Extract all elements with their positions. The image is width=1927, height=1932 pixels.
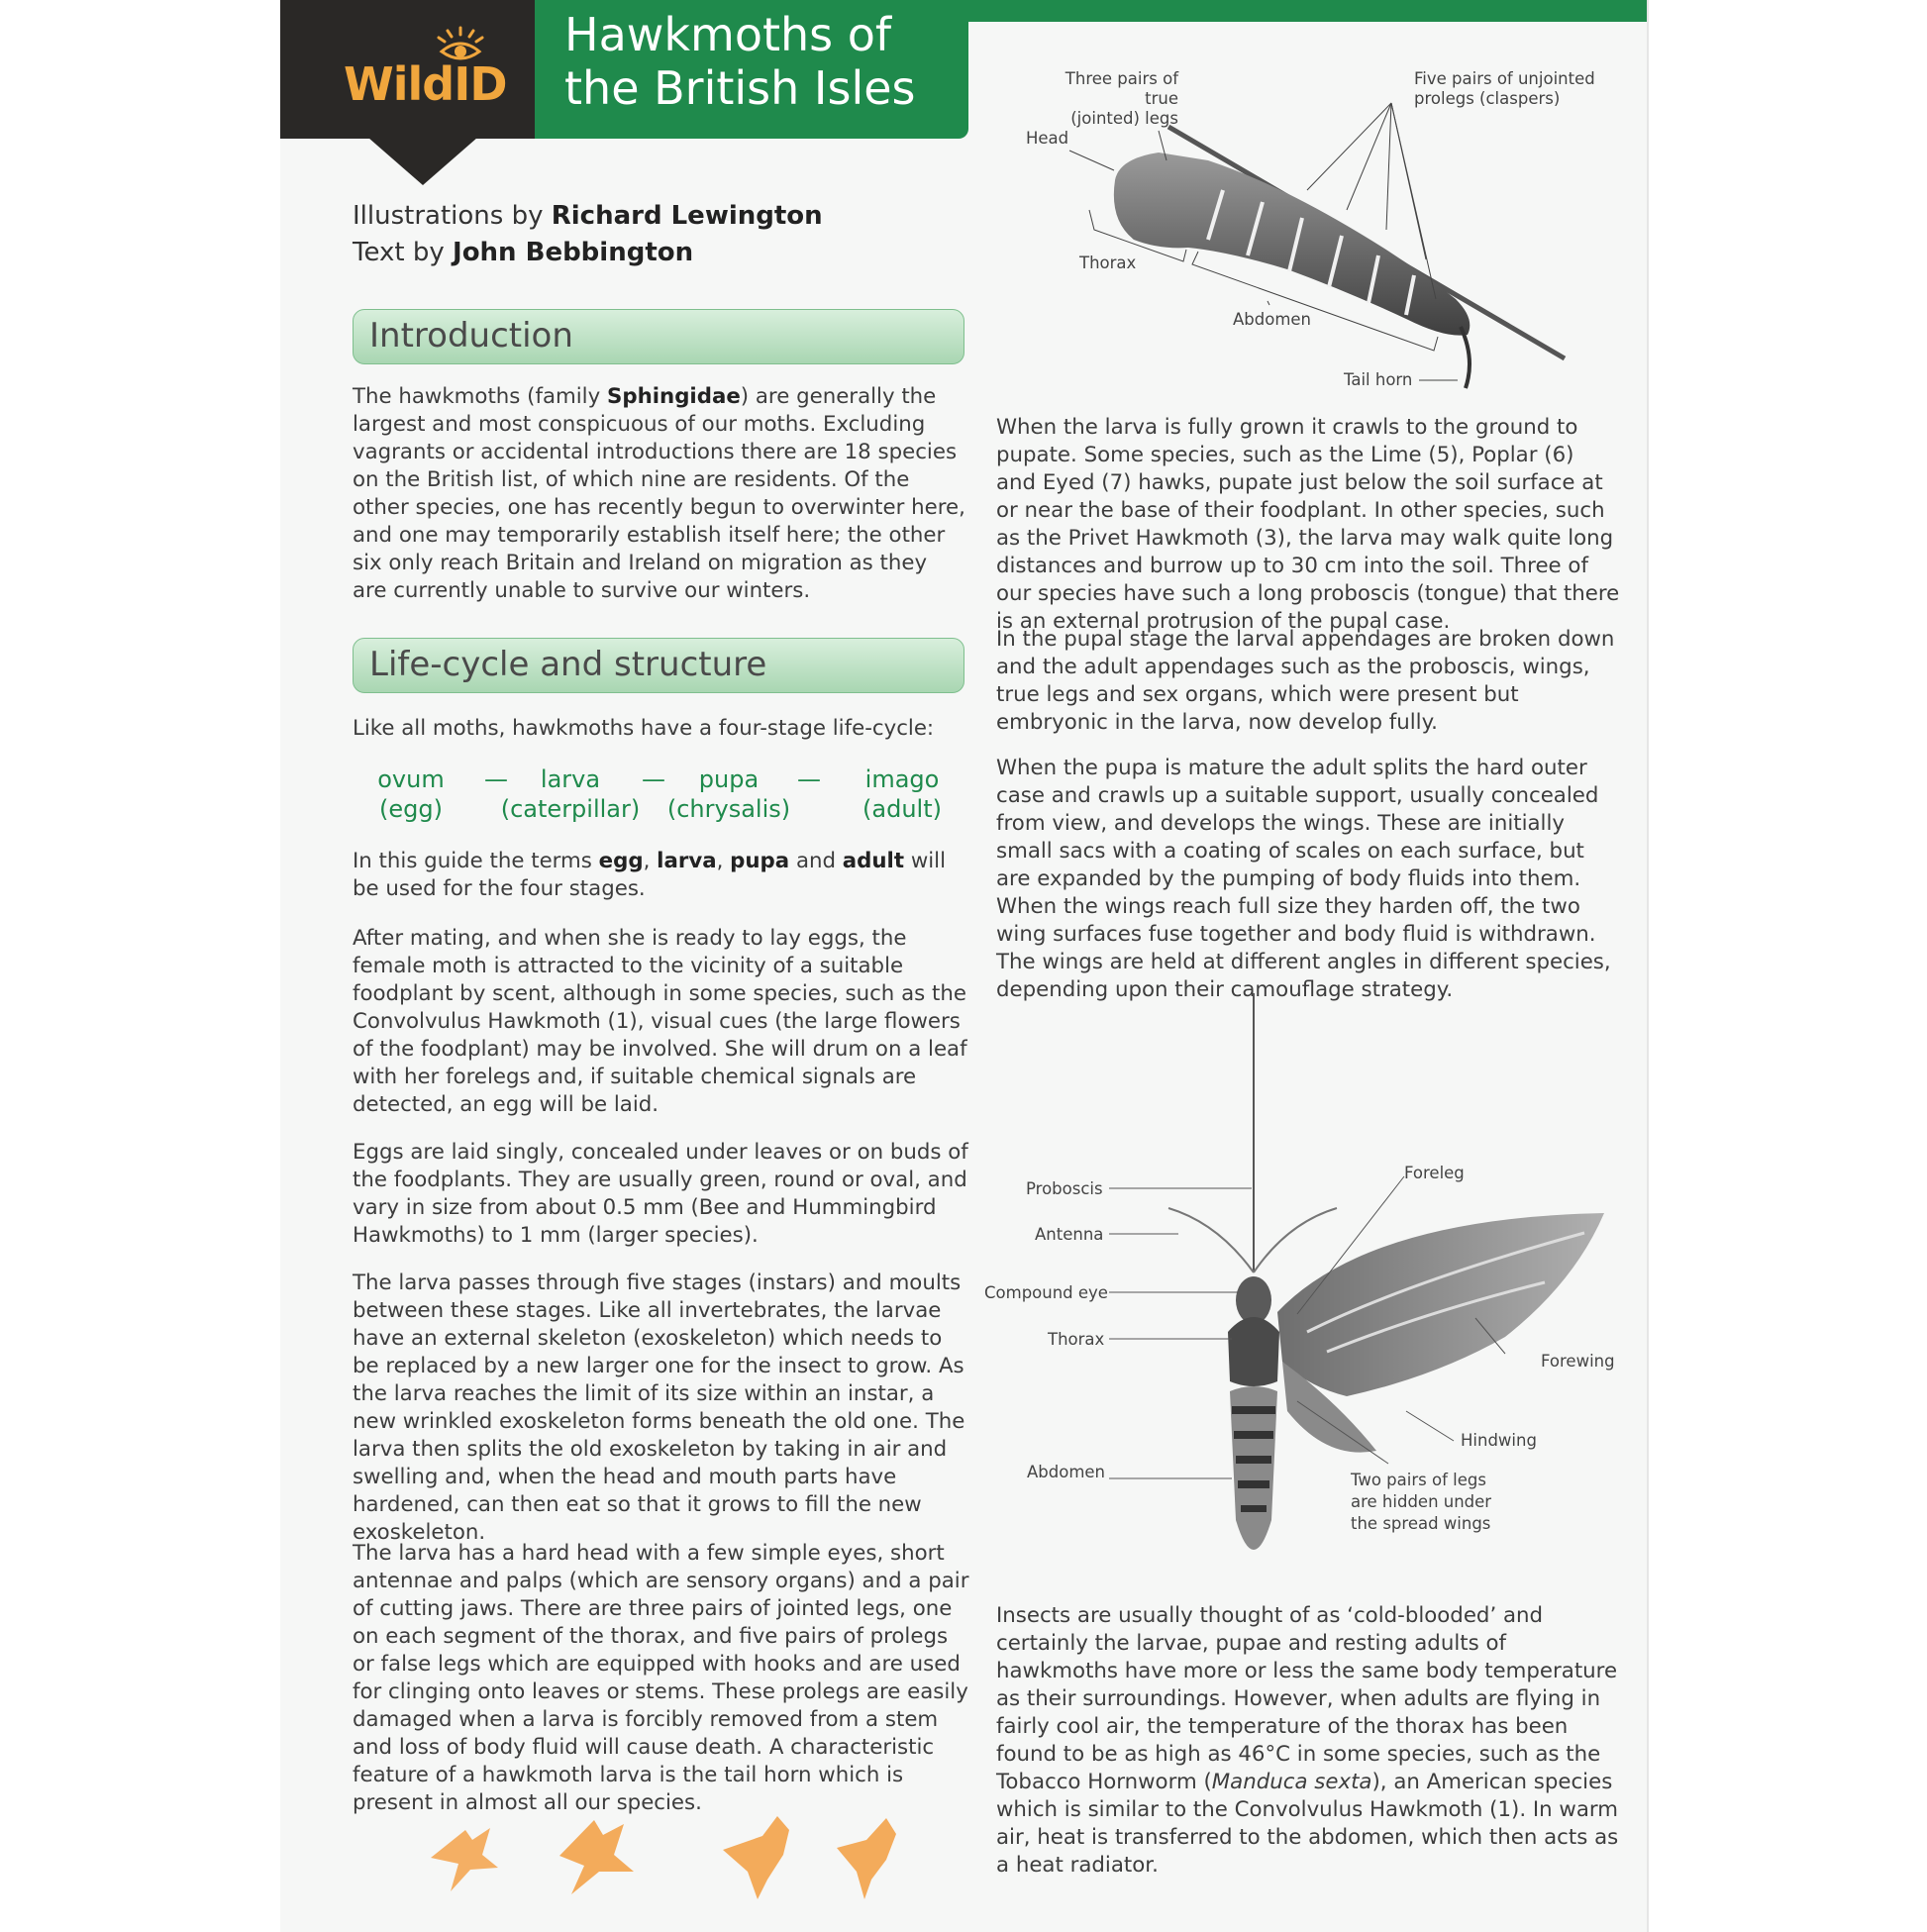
label-compound-eye: Compound eye xyxy=(984,1283,1108,1302)
pupate-paragraph: When the larva is fully grown it crawls to the ground to pupate. Some species, such as the Lime (5), Poplar (6) and Eyed (7) hawks, pupate just below the soil surface at or near the base of their foodplant. In other species, such as the Privet Hawkmoth (3), the larva may walk quite long distances and burrow up to 30 cm into the soil. Three of our species have such a long proboscis (tongue) that there is an external protrusion of the pupal case. xyxy=(996,415,1620,634)
section-heading-introduction: Introduction xyxy=(353,309,964,364)
instars-paragraph: The larva passes through five stages (instars) and moults between these stages. Like all invertebrates, the larvae have an external skeleton (exoskeleton) which needs to be replaced by a new larger one for the insect to grow. As the larva reaches the limit of its size within an instar, a new wrinkled exoskeleton forms beneath the old one. The larva then splits the old exoskeleton by taking in air and swelling and, when the head and mouth parts have hardened, can then eat so that it grows to fill the new exoskeleton. xyxy=(353,1271,965,1545)
label-head: Head xyxy=(1026,129,1069,148)
stage-pupa: pupa (chrysalis) xyxy=(666,765,791,823)
page-title: Hawkmoths of the British Isles xyxy=(564,8,916,115)
mating-paragraph: After mating, and when she is ready to lay eggs, the female moth is attracted to the vicinity of a suitable foodplant by scent, although in some species, such as the Convolvulus Hawkmoth (1), visual cues (the large flowers of the foodplant) may be involved. She will drum on a leaf with her forelegs and, if suitable chemical signals are detected, an egg will be laid. xyxy=(353,926,967,1117)
moth-silhouettes-icon xyxy=(421,1800,916,1899)
larva-structure-paragraph: The larva has a hard head with a few simple eyes, short antennae and palps (which are sensory organs) and a pair of cutting jaws. There are three pairs of jointed legs, one on each segment of the thorax, and five pairs of prolegs or false legs which are equipped with hooks and are used for clinging onto leaves or stems. These prolegs are easily damaged when a larva is forcibly removed from a stem and loss of body fluid will cause death. A characteristic feature of a hawkmoth larva is the tail horn which is present in almost all our species. xyxy=(353,1541,969,1815)
temperature-paragraph: Insects are usually thought of as ‘cold-blooded’ and certainly the larvae, pupae and resting adults of hawkmoths have more or less the same body temperature as their surroundings. However, when adults are flying in fairly cool air, the temperature of the thorax has been found to be as high as 46°C in some species, such as the Tobacco Hornworm (Manduca sexta), an American species which is similar to the Convolvulus Hawkmoth (1). In warm air, heat is transferred to the abdomen, which then acts as a heat radiator. xyxy=(996,1603,1619,1878)
label-tail-horn: Tail horn xyxy=(1344,370,1413,389)
stage-imago: imago (adult) xyxy=(862,765,942,823)
lifecycle-lead: Like all moths, hawkmoths have a four-stage life-cycle: xyxy=(353,716,935,741)
intro-paragraph: The hawkmoths (family Sphingidae) are generally the largest and most conspicuous of our moths. Excluding vagrants or accidental introductions there are 18 species on the British list, of which nine are residents. Of the other species, one has recently begun to overwinter here, and one may temporarily establish itself here; the other six only reach Britain and Ireland on migration as they are currently unable to survive our winters. xyxy=(353,384,965,603)
label-antenna: Antenna xyxy=(1035,1225,1104,1244)
label-true-legs: Three pairs of true (jointed) legs xyxy=(1065,69,1178,128)
label-foreleg: Foreleg xyxy=(1404,1164,1465,1182)
mature-pupa-paragraph: When the pupa is mature the adult splits the hard outer case and crawls up a suitable support, usually concealed from view, and develops the wings. These are initially small sacs with a coating of scales on each surface, but are expanded by the pumping of body fluids into them. When the wings reach full size they harden off, the two wing surfaces fuse together and body fluid is withdrawn. The wings are held at different angles in different species, depending upon their camouflage strategy. xyxy=(996,756,1611,1002)
illustrations-credit: Illustrations by Richard Lewington xyxy=(353,201,823,231)
label-abdomen-adult: Abdomen xyxy=(1027,1463,1106,1481)
illustrator-name: Richard Lewington xyxy=(551,201,823,231)
stage-ovum: ovum (egg) xyxy=(377,765,445,823)
author-name: John Bebbington xyxy=(453,238,694,267)
stage-separator: — xyxy=(484,765,508,793)
label-proboscis: Proboscis xyxy=(1026,1179,1103,1198)
title-panel xyxy=(535,0,968,139)
stage-larva: larva (caterpillar) xyxy=(500,765,641,823)
label-hindwing: Hindwing xyxy=(1461,1431,1537,1450)
logo-wordmark: WildID xyxy=(344,57,507,111)
stage-terms-paragraph: In this guide the terms egg, larva, pupa and adult will be used for the four stages. xyxy=(353,849,946,901)
logo-pointer xyxy=(368,138,477,185)
lifecycle-stages xyxy=(353,764,963,824)
text-credit: Text by John Bebbington xyxy=(353,238,694,267)
label-thorax: Thorax xyxy=(1079,254,1137,272)
label-abdomen: Abdomen xyxy=(1233,310,1312,329)
label-thorax-adult: Thorax xyxy=(1048,1330,1105,1349)
label-hidden-legs: Two pairs of legs are hidden under the spread wings xyxy=(1351,1471,1492,1533)
stage-separator: — xyxy=(797,765,821,793)
label-forewing: Forewing xyxy=(1541,1352,1615,1371)
pupal-stage-paragraph: In the pupal stage the larval appendages are broken down and the adult appendages such as the proboscis, wings, true legs and sex organs, which were present but embryonic in the larva, now develop fully. xyxy=(996,627,1615,735)
section-heading-lifecycle: Life-cycle and structure xyxy=(353,638,964,693)
label-prolegs: Five pairs of unjointed prolegs (claspers) xyxy=(1414,69,1595,108)
eggs-paragraph: Eggs are laid singly, concealed under leaves or on buds of the foodplants. They are usually green, round or oval, and vary in size from about 0.5 mm (Bee and Hummingbird Hawkmoths) to 1 mm (larger species). xyxy=(353,1140,968,1248)
stage-separator: — xyxy=(642,765,665,793)
